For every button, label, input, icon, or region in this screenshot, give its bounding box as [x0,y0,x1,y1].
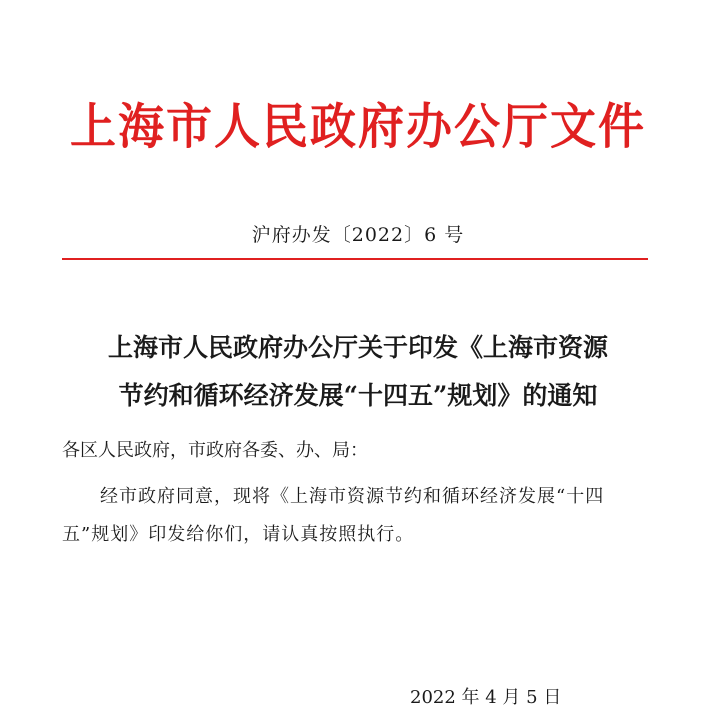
document-title-line-2: 节约和循环经济发展“十四五”规划》的通知 [118,381,598,410]
body-paragraph: 经市政府同意，现将《上海市资源节约和循环经济发展“十四五”规划》印发给你们，请认真按照执行。 [62,486,605,545]
document-title-line-1: 上海市人民政府办公厅关于印发《上海市资源 [107,333,608,362]
document-masthead: 上海市人民政府办公厅文件 [70,97,646,155]
document-date: 2022 年 4 月 5 日 [410,687,562,708]
document-number: 沪府办发〔2022〕6 号 [251,224,465,246]
document-title [40,324,676,420]
red-divider-rule [62,258,648,260]
salutation: 各区人民政府，市政府各委、办、局： [62,440,368,461]
